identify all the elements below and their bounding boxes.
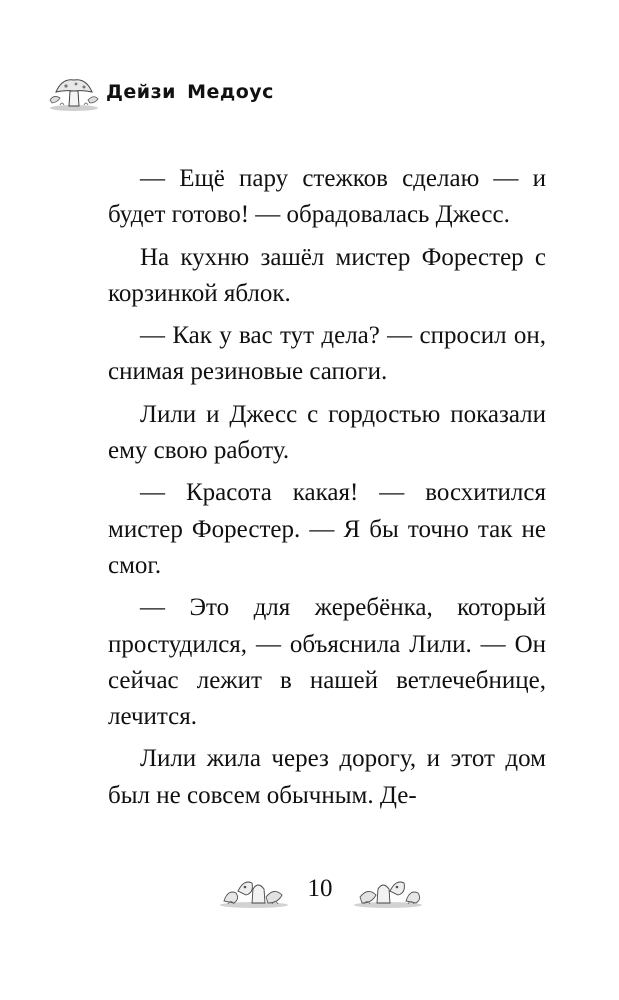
page-body-text: [108, 161, 546, 820]
mushroom-ornament-icon: [48, 72, 100, 112]
running-header: [48, 72, 274, 112]
forest-creatures-ornament-icon: [352, 871, 424, 909]
paragraph: Лили и Джесс с гордостью показали ему свою работу.: [108, 400, 546, 465]
paragraph: — Красота какая! — восхитился мистер Форестер. — Я бы точно так не смог.: [108, 479, 546, 579]
paragraph: — Как у вас тут дела? — спросил он, снимая резиновые сапоги.: [108, 322, 546, 386]
paragraph: — Ещё пару стежков сделаю — и будет готово! — обрадовалась Джесс.: [108, 165, 546, 229]
page-footer: [0, 865, 619, 915]
header-author-name: Дейзи Медоус: [106, 81, 274, 103]
paragraph: Лили жила через дорогу, и этот дом был не совсем обычным. Де-: [108, 745, 546, 809]
forest-creatures-ornament-icon: [218, 871, 290, 909]
paragraph: — Это для жеребёнка, который простудился, — объяснила Лили. — Он сейчас лежит в нашей ветлечебнице, лечится.: [108, 594, 546, 731]
paragraph: На кухню зашёл мистер Форестер с корзинкой яблок.: [108, 243, 546, 307]
page-number: 10: [307, 875, 333, 902]
